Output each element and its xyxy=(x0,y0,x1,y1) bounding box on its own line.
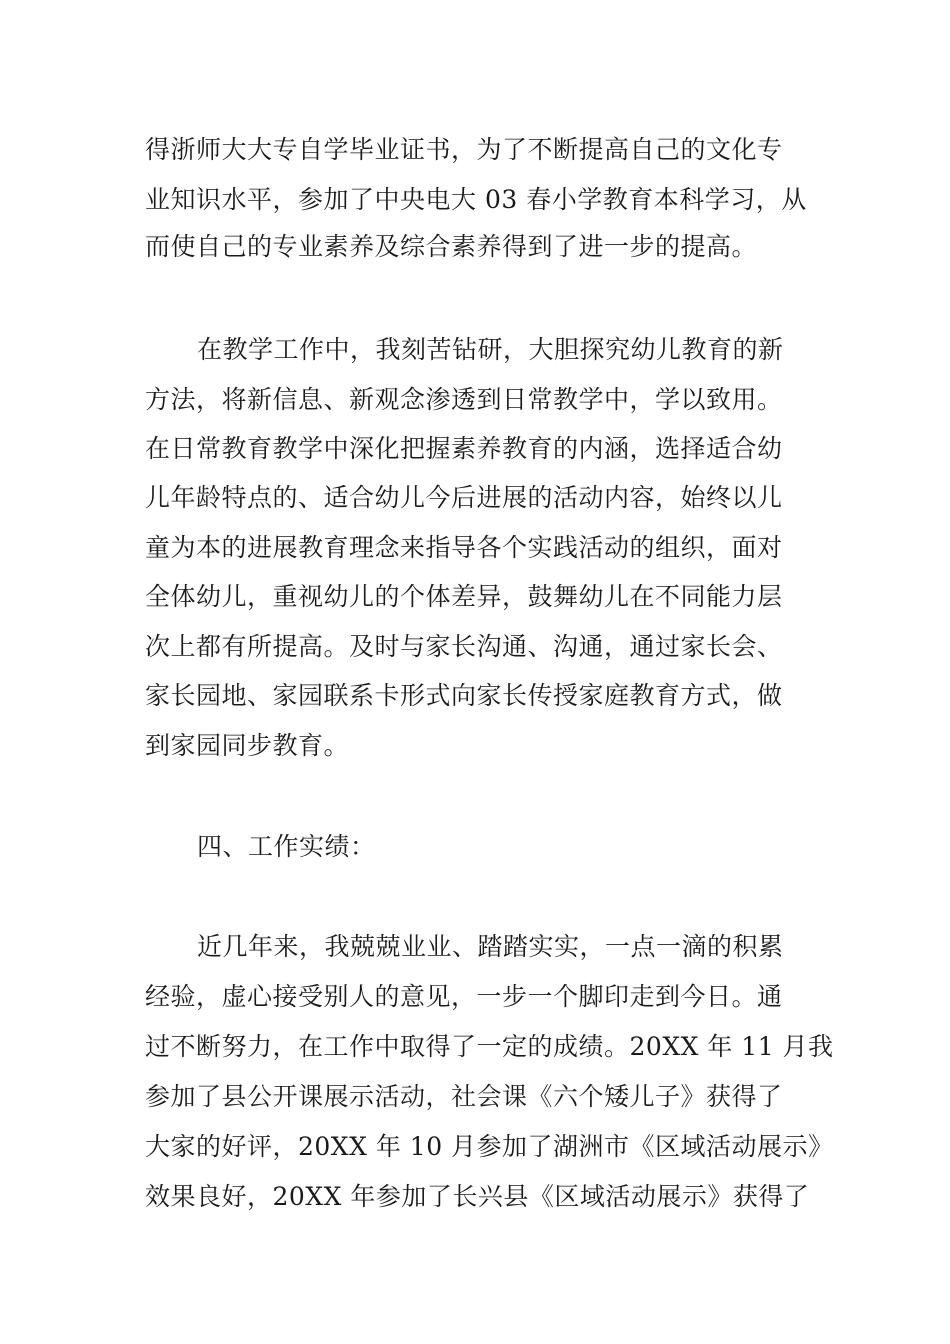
paragraph-3-line-1: 近几年来，我兢兢业业、踏踏实实，一点一滴的积累 xyxy=(197,932,784,961)
paragraph-1-line-1: 得浙师大大专自学毕业证书，为了不断提高自己的文化专 xyxy=(145,135,783,164)
paragraph-3-line-2: 经验，虚心接受别人的意见，一步一个脚印走到今日。通 xyxy=(145,982,783,1011)
section-heading-work-achievements: 四、工作实绩： xyxy=(197,832,376,861)
paragraph-2-line-1: 在教学工作中，我刻苦钻研，大胆探究幼儿教育的新 xyxy=(197,335,784,364)
paragraph-2-line-5: 童为本的进展教育理念来指导各个实践活动的组织，面对 xyxy=(145,533,783,562)
paragraph-2-line-3: 在日常教育教学中深化把握素养教育的内涵，选择适合幼 xyxy=(145,434,783,463)
paragraph-3-line-3: 过不断努力，在工作中取得了一定的成绩。20XX 年 11 月我 xyxy=(145,1032,834,1061)
paragraph-2-line-7: 次上都有所提高。及时与家长沟通、沟通，通过家长会、 xyxy=(145,632,783,661)
paragraph-2-line-6: 全体幼儿，重视幼儿的个体差异，鼓舞幼儿在不同能力层 xyxy=(145,582,783,611)
paragraph-2-line-8: 家长园地、家园联系卡形式向家长传授家庭教育方式，做 xyxy=(145,681,783,710)
paragraph-3-line-5: 大家的好评，20XX 年 10 月参加了湖洲市《区域活动展示》 xyxy=(145,1132,834,1161)
paragraph-3-line-4: 参加了县公开课展示活动，社会课《六个矮儿子》获得了 xyxy=(145,1082,783,1111)
paragraph-1-line-2: 业知识水平，参加了中央电大 03 春小学教育本科学习，从 xyxy=(145,185,807,214)
paragraph-1-line-3: 而使自己的专业素养及综合素养得到了进一步的提高。 xyxy=(145,232,758,261)
paragraph-2-line-2: 方法，将新信息、新观念渗透到日常教学中，学以致用。 xyxy=(145,385,783,414)
paragraph-3-line-6: 效果良好，20XX 年参加了长兴县《区域活动展示》获得了 xyxy=(145,1182,810,1211)
paragraph-2-line-4: 儿年龄特点的、适合幼儿今后进展的活动内容，始终以儿 xyxy=(145,483,783,512)
paragraph-2-line-9: 到家园同步教育。 xyxy=(145,731,350,760)
